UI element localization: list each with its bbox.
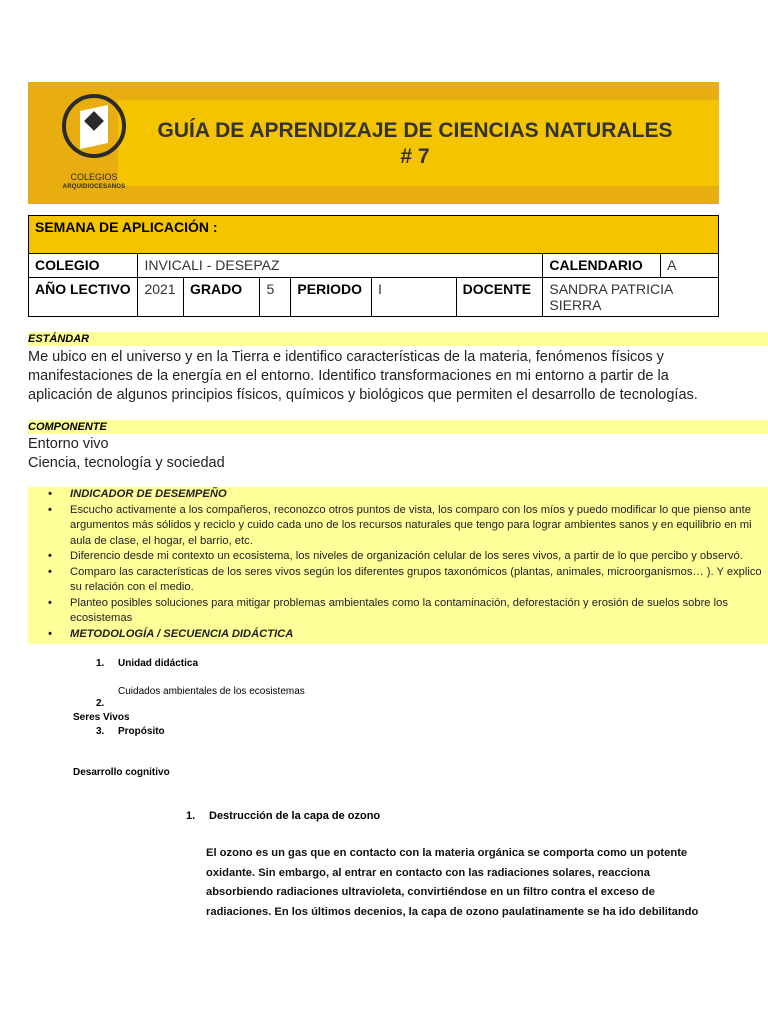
content-line: radiaciones. En los últimos decenios, la capa de ozono paulatinamente se ha ido debilitando bbox=[206, 905, 699, 918]
periodo-value: I bbox=[371, 278, 456, 317]
unidad-didactica-label: Unidad didáctica bbox=[118, 658, 199, 669]
unidad-didactica-value: Cuidados ambientales de los ecosistemas bbox=[118, 686, 305, 697]
componente-label: COMPONENTE bbox=[28, 420, 768, 434]
content-line: El ozono es un gas que en contacto con la materia orgánica se comporta como un potente bbox=[206, 847, 688, 859]
estandar-line: aplicación de algunos principios físicos, químicos y biológicos que permiten el desarrollo de tecnologías. bbox=[28, 387, 698, 403]
estandar-line: manifestaciones de la energía en el entorno. Identifico transformaciones en mi entorno a partir de la bbox=[28, 368, 669, 384]
logo-text-line2: ARQUIDIOCESANOS bbox=[62, 184, 126, 190]
title-line2: # 7 bbox=[400, 145, 430, 168]
indicador-item: • Comparo las características de los seres vivos según los diferentes grupos taxonómicos (plantas, animales, microorganismos… ). Y explico su relación con el medio. bbox=[28, 565, 767, 596]
metodologia-heading: • METODOLOGÍA / SECUENCIA DIDÁCTICA bbox=[28, 627, 767, 643]
componente-list bbox=[28, 435, 748, 473]
colegio-value: INVICALI - DESEPAZ bbox=[138, 254, 543, 278]
info-table bbox=[28, 215, 719, 317]
colegio-label: COLEGIO bbox=[29, 254, 138, 278]
docente-label: DOCENTE bbox=[456, 278, 543, 317]
componente-item: Entorno vivo bbox=[28, 436, 109, 452]
title-line1: GUÍA DE APRENDIZAJE DE CIENCIAS NATURALES bbox=[157, 119, 673, 142]
seq-number-1: 1. bbox=[96, 658, 105, 669]
content-paragraph bbox=[206, 844, 726, 922]
grado-value: 5 bbox=[260, 278, 291, 317]
indicador-item: • Escucho activamente a los compañeros, reconozco otros puntos de vista, los comparo con los míos y puedo modificar lo que pienso ante argumentos más sólidos y reciclo y cuido cada uno de los recursos naturales que tengo para lograr ambientes sanos y en equilibrio en mi aula de clase, el hogar, el barrio, etc. bbox=[28, 503, 767, 550]
proposito-label: Propósito bbox=[118, 726, 165, 737]
calendario-value: A bbox=[661, 254, 719, 278]
indicador-item: • Planteo posibles soluciones para mitigar problemas ambientales como la contaminación, deforestación y erosión de suelos sobre los ecosistemas bbox=[28, 596, 767, 627]
content-number-1: 1. bbox=[186, 810, 196, 822]
seres-vivos-label: Seres Vivos bbox=[73, 712, 130, 723]
calendario-label: CALENDARIO bbox=[543, 254, 661, 278]
indicador-item: • Diferencio desde mi contexto un ecosistema, los niveles de organización celular de los seres vivos, a partir de lo que percibo y observó. bbox=[28, 549, 767, 565]
ano-lectivo-label: AÑO LECTIVO bbox=[29, 278, 138, 317]
estandar-line: Me ubico en el universo y en la Tierra e identifico características de la materia, fenómenos físicos y bbox=[28, 349, 664, 365]
indicadores-list bbox=[28, 487, 768, 644]
indicador-heading: • INDICADOR DE DESEMPEÑO bbox=[28, 487, 767, 503]
content-line: oxidante. Sin embargo, al entrar en contacto con las radiaciones solares, reacciona bbox=[206, 866, 650, 879]
componente-item: Ciencia, tecnología y sociedad bbox=[28, 455, 225, 471]
week-label: SEMANA DE APLICACIÓN : bbox=[29, 216, 719, 254]
docente-value: SANDRA PATRICIA SIERRA bbox=[543, 278, 719, 317]
grado-label: GRADO bbox=[184, 278, 260, 317]
seq-number-3: 3. bbox=[96, 726, 105, 737]
seq-number-2: 2. bbox=[96, 698, 105, 709]
desarrollo-cognitivo-label: Desarrollo cognitivo bbox=[73, 767, 170, 778]
periodo-label: PERIODO bbox=[291, 278, 372, 317]
ano-lectivo-value: 2021 bbox=[138, 278, 184, 317]
estandar-label: ESTÁNDAR bbox=[28, 332, 768, 346]
school-logo bbox=[58, 90, 130, 194]
logo-text-line1: COLEGIOS bbox=[70, 172, 118, 182]
content-line: absorbiendo radiaciones ultravioleta, convirtiéndose en un filtro contra el exceso de bbox=[206, 886, 655, 898]
page-title bbox=[130, 118, 700, 170]
content-heading: Destrucción de la capa de ozono bbox=[209, 810, 381, 822]
estandar-text bbox=[28, 348, 748, 405]
